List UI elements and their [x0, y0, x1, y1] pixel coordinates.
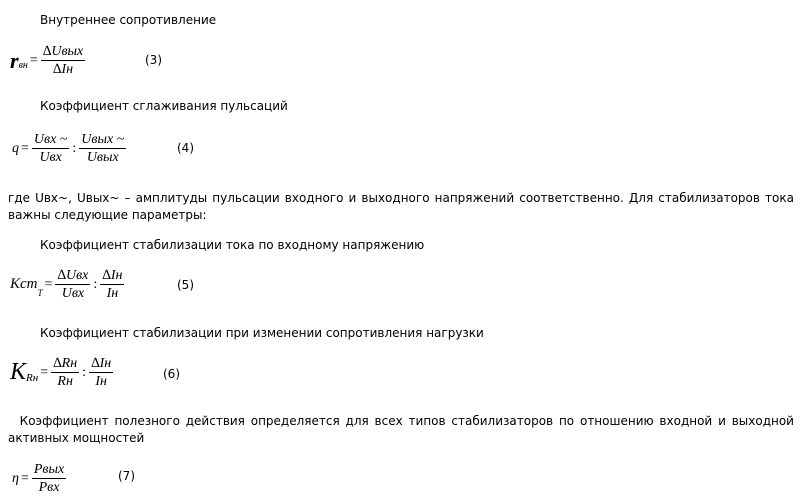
- eq4-lhs: q: [12, 140, 19, 156]
- eq7-equals: =: [20, 470, 29, 486]
- eq6-lhs-sub: Rн: [26, 371, 39, 384]
- equation-6: [10, 356, 114, 389]
- eq7-denominator: Pвх: [38, 480, 60, 495]
- eq6-fraction-1: [51, 356, 79, 389]
- eq5-numerator-2: ∆Iн: [102, 268, 123, 283]
- eq5-denominator-2: Iн: [106, 286, 119, 301]
- eq3-numerator: ∆Uвых: [42, 44, 84, 59]
- eq3-equals: =: [29, 52, 38, 68]
- eq6-fraction-2: [89, 356, 113, 389]
- eq6-separator: :: [82, 364, 87, 380]
- paragraph-efficiency: Коэффициент полезного действия определяется для всех типов стабилизаторов по отношению входной и выходной активных мощностей: [8, 414, 798, 445]
- heading-load-change-stabilization: Коэффициент стабилизации при изменении сопротивления нагрузки: [40, 326, 484, 340]
- eq6-lhs: K: [10, 359, 27, 385]
- eq7-numerator: Pвых: [33, 462, 65, 477]
- heading-internal-resistance: Внутреннее сопротивление: [40, 13, 217, 27]
- eq7-fraction: [32, 462, 66, 495]
- heading-smoothing-coefficient: Коэффициент сглаживания пульсаций: [40, 99, 288, 113]
- eq5-lhs: Kст: [10, 276, 38, 292]
- eq7-lhs: η: [12, 470, 19, 486]
- eq6-number: (6): [163, 367, 180, 381]
- eq5-fraction-1: [55, 268, 90, 301]
- equation-3: [10, 44, 86, 77]
- eq5-numerator-1: ∆Uвх: [57, 268, 89, 283]
- eq5-lhs-sub: T: [37, 287, 43, 298]
- paragraph-where-clause: где Uвх~, Uвых~ – амплитуды пульсации входного и выходного напряжений соответственно. Для стабилизаторов тока важны следующие параметры:: [8, 191, 794, 222]
- equation-7: [12, 462, 67, 495]
- eq4-fraction-2: [79, 132, 126, 165]
- eq6-equals: =: [40, 364, 49, 380]
- eq3-fraction: [41, 44, 85, 77]
- eq5-denominator-1: Uвх: [61, 286, 85, 301]
- eq3-lhs: r: [10, 47, 19, 73]
- eq3-lhs-sub: вн: [18, 60, 28, 71]
- eq4-separator: :: [72, 140, 77, 156]
- equation-5: [10, 268, 125, 301]
- eq4-denominator-2: Uвых: [86, 150, 119, 165]
- eq4-numerator-2: Uвых ~: [81, 132, 125, 147]
- eq4-fraction-1: [32, 132, 69, 165]
- equation-4: [12, 132, 127, 165]
- eq5-fraction-2: [100, 268, 124, 301]
- eq6-numerator-1: ∆Rн: [53, 356, 78, 371]
- eq3-denominator: ∆Iн: [52, 62, 74, 77]
- eq7-number: (7): [118, 469, 135, 483]
- eq6-numerator-2: ∆Iн: [91, 356, 112, 371]
- eq4-numerator-1: Uвх ~: [33, 132, 68, 147]
- eq6-denominator-1: Rн: [57, 374, 73, 389]
- eq4-number: (4): [177, 141, 194, 155]
- eq5-number: (5): [177, 278, 194, 292]
- eq6-denominator-2: Iн: [95, 374, 107, 389]
- eq5-equals: =: [44, 276, 53, 292]
- eq4-equals: =: [21, 140, 29, 156]
- eq5-separator: :: [93, 276, 98, 292]
- eq3-number: (3): [145, 53, 162, 67]
- eq4-denominator-1: Uвх: [39, 150, 62, 165]
- heading-current-stabilization: Коэффициент стабилизации тока по входному напряжению: [40, 238, 425, 252]
